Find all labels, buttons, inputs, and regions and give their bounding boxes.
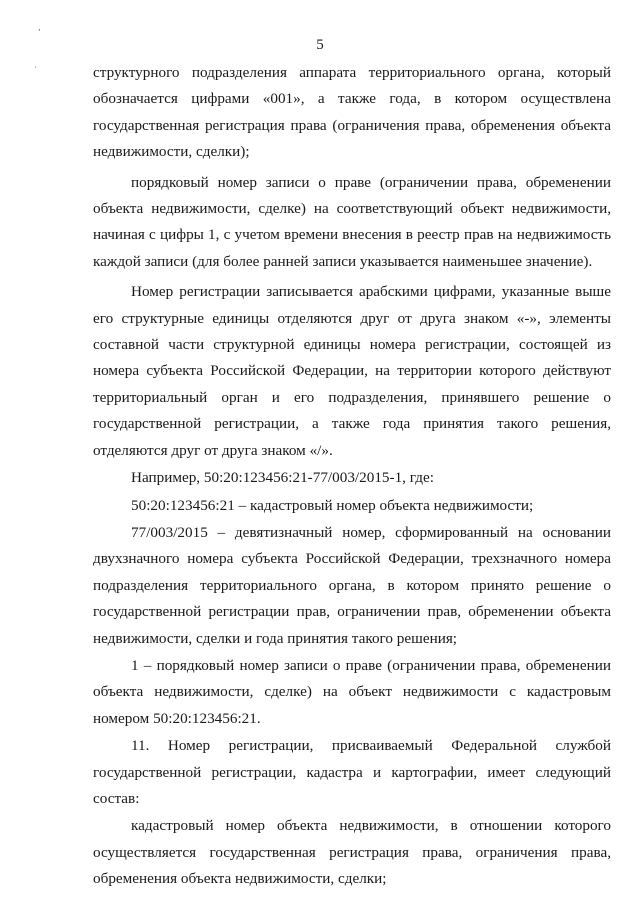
page-number: 5 xyxy=(316,37,324,53)
paragraph: кадастровый номер объекта недвижимости, в отношении которого осуществляется государственная регистрация права, ограничения права, обременения объекта недвижимости, сделки; xyxy=(93,817,611,888)
scan-artifact-mark: ‚ xyxy=(38,23,41,32)
paragraph: порядковый номер записи о праве (ограничении права, обременении объекта недвижимости, сделке) на соответствующий объект недвижимости, начиная с цифры 1, с учетом времени внесения в реестр прав на недвижимость каждой записи (для более ранней записи указывается наименьшее значение). xyxy=(93,173,611,270)
document-body xyxy=(93,60,611,893)
paragraph: структурного подразделения аппарата территориального органа, который обозначается цифрами «001», а также года, в котором осуществлена государственная регистрация права (ограничения права, обременения объекта недвижимости, сделки); xyxy=(93,64,611,161)
paragraph: 1 – порядковый номер записи о праве (ограничении права, обременении объекта недвижимости, сделке) на объект недвижимости с кадастровым номером 50:20:123456:21. xyxy=(93,656,611,727)
paragraph: Номер регистрации записывается арабскими цифрами, указанные выше его структурные единицы отделяются друг от друга знаком «-», элементы составной части структурной единицы номера регистрации, состоящей из номера субъекта Российской Федерации, на территории которого действуют территориальный орган и его подразделения, принявшего решение о государственной регистрации, а также года принятия такого решения, отделяются друг от друга знаком «/». xyxy=(93,283,611,459)
paragraph: 11. Номер регистрации, присваиваемый Федеральной службой государственной регистрации, кадастра и картографии, имеет следующий состав: xyxy=(93,737,611,807)
paragraph: 77/003/2015 – девятизначный номер, сформированный на основании двухзначного номера субъекта Российской Федерации, трехзначного номера подразделения территориального органа, в котором принято решение о государственной регистрации прав, ограничении прав, обременении объекта недвижимости, сделки и года принятия такого решения; xyxy=(93,523,611,647)
paragraph: 50:20:123456:21 – кадастровый номер объекта недвижимости; xyxy=(131,496,534,514)
scan-artifact-mark: · xyxy=(34,63,37,72)
paragraph: Например, 50:20:123456:21-77/003/2015-1, где: xyxy=(131,469,434,487)
